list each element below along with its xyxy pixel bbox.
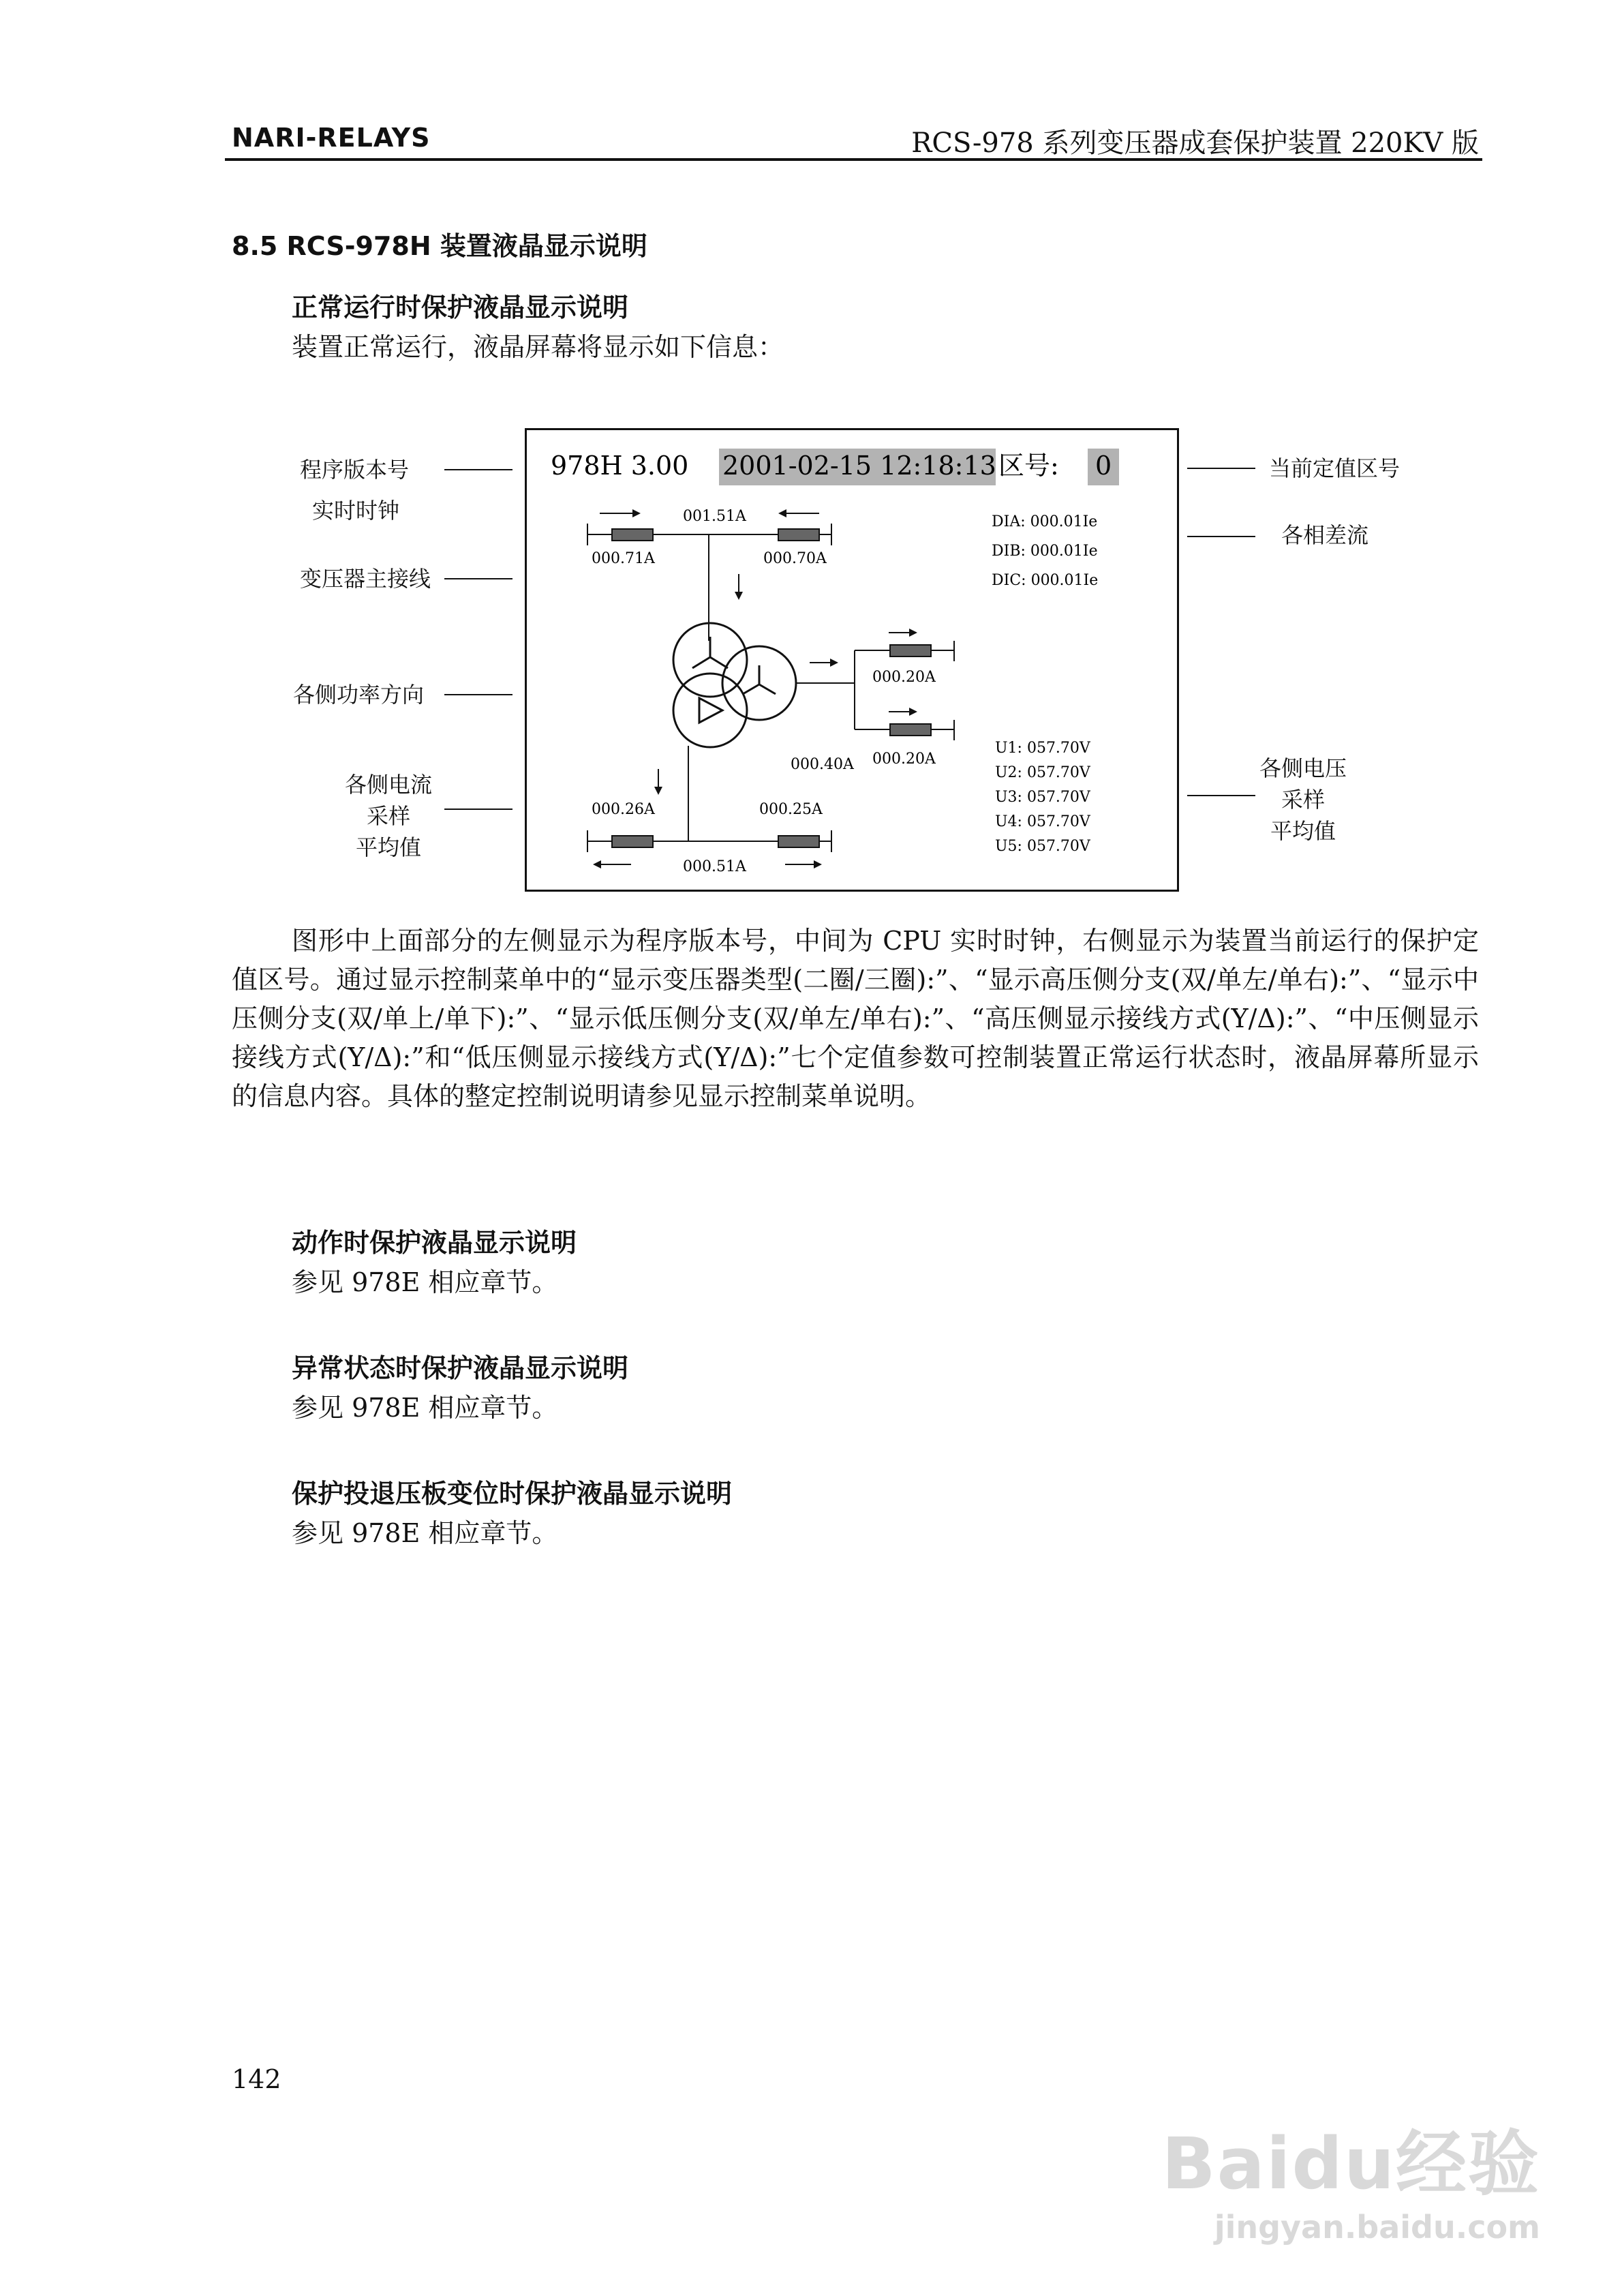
leader-line (1187, 468, 1255, 469)
leader-line (444, 578, 512, 579)
lcd-u3: U3: 057.70V (995, 789, 1090, 806)
leader-line (444, 469, 512, 470)
label-side-voltage-line1: 各侧电压 (1259, 755, 1347, 781)
label-side-voltage (1242, 753, 1364, 847)
lcd-mv-total: 000.40A (791, 756, 854, 773)
page-number: 142 (232, 2064, 281, 2094)
lcd-u5: U5: 057.70V (995, 838, 1090, 855)
normal-heading: 正常运行时保护液晶显示说明 (292, 292, 629, 322)
lcd-zone-value: 0 (1095, 451, 1112, 481)
watermark-brand: Baidu经验 (1161, 2122, 1540, 2205)
mv-breaker-lower (890, 724, 931, 736)
lcd-lv-left: 000.26A (592, 801, 655, 818)
lcd-dia: DIA: 000.01Ie (992, 513, 1098, 530)
lcd-screen (525, 428, 1179, 892)
label-side-current (327, 769, 450, 863)
lcd-u4: U4: 057.70V (995, 813, 1090, 830)
label-main-wiring: 变压器主接线 (300, 566, 431, 592)
lcd-hv-right: 000.70A (763, 550, 827, 567)
label-side-voltage-line3: 平均值 (1270, 818, 1336, 844)
lcd-mv-lower: 000.20A (872, 751, 936, 768)
leader-line (444, 809, 512, 810)
lcd-hv-left: 000.71A (592, 550, 655, 567)
leader-line (444, 694, 512, 695)
lcd-dib: DIB: 000.01Ie (992, 543, 1098, 560)
lcd-dic: DIC: 000.01Ie (992, 572, 1099, 589)
lcd-u1: U1: 057.70V (995, 740, 1090, 757)
section-title: 8.5 RCS-978H 装置液晶显示说明 (232, 231, 647, 261)
lcd-u2: U2: 057.70V (995, 764, 1090, 781)
lcd-zone-label: 区号: (998, 451, 1059, 481)
label-side-current-line3: 平均值 (355, 834, 421, 860)
subsection-heading: 异常状态时保护液晶显示说明 (292, 1353, 629, 1383)
label-power-direction: 各侧功率方向 (293, 682, 425, 708)
subsection-text: 参见 978E 相应章节。 (292, 1267, 558, 1297)
hv-breaker-right (778, 529, 819, 541)
label-phase-diff: 各相差流 (1281, 522, 1369, 548)
header-doc-title: RCS-978 系列变压器成套保护装置 220KV 版 (911, 127, 1479, 159)
lv-breaker-right (778, 836, 819, 847)
subsection-text: 参见 978E 相应章节。 (292, 1393, 558, 1423)
lcd-hv-total: 001.51A (683, 508, 746, 525)
label-realtime-clock: 实时时钟 (312, 498, 400, 524)
normal-intro: 装置正常运行，液晶屏幕将显示如下信息： (292, 332, 784, 362)
explanation-paragraph: 图形中上面部分的左侧显示为程序版本号，中间为 CPU 实时时钟，右侧显示为装置当前运行的保护定值区号。通过显示控制菜单中的“显示变压器类型(二圈/三圈):”、“显示高压侧分支(双/单左/单右):”、“显示中压侧分支(双/单上/单下):”、“显示低压侧分支(双/单左/单右):”、“高压侧显示接线方式(Y/Δ):”、“中压侧显示接线方式(Y/Δ):”和“低压侧显示接线方式(Y/Δ):”七个定值参数可控制装置正常运行状态时，液晶屏幕所显示的信息内容。具体的整定控制说明请参见显示控制菜单说明。 (232, 926, 1479, 1111)
label-side-current-line2: 采样 (366, 803, 410, 829)
subsection-heading: 动作时保护液晶显示说明 (292, 1228, 577, 1258)
label-side-voltage-line2: 采样 (1281, 787, 1325, 813)
label-side-current-line1: 各侧电流 (344, 772, 432, 798)
lcd-mv-upper: 000.20A (872, 669, 936, 686)
mv-breaker-upper (890, 645, 931, 656)
hv-breaker-left (612, 529, 653, 541)
lcd-lv-right: 000.25A (759, 801, 823, 818)
leader-line (1187, 536, 1255, 537)
lcd-version: 978H 3.00 (551, 451, 689, 481)
header-brand: NARI-RELAYS (232, 123, 431, 153)
subsection-text: 参见 978E 相应章节。 (292, 1518, 558, 1548)
lcd-datetime: 2001-02-15 12:18:13 (722, 451, 996, 481)
watermark-url: jingyan.baidu.com (1214, 2209, 1540, 2246)
subsection-heading: 保护投退压板变位时保护液晶显示说明 (292, 1479, 733, 1509)
header-rule (225, 158, 1482, 161)
label-current-zone: 当前定值区号 (1269, 455, 1401, 481)
label-program-version: 程序版本号 (300, 457, 410, 483)
lcd-lv-total: 000.51A (683, 858, 746, 875)
lv-breaker-left (612, 836, 653, 847)
watermark (1161, 2106, 1540, 2246)
